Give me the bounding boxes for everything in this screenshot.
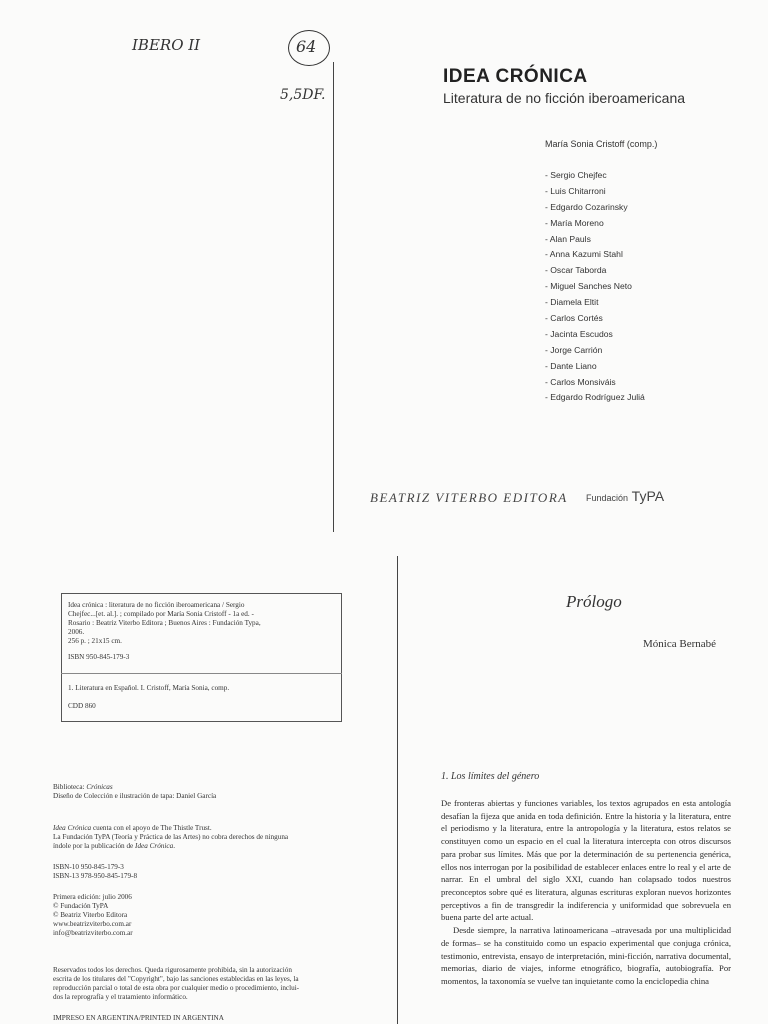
top-gutter-line — [333, 62, 334, 532]
author-item: - Edgardo Cozarinsky — [545, 201, 628, 212]
author-item: - Miguel Sanches Neto — [545, 281, 632, 292]
credits-support: Idea Crónica cuenta con el apoyo de The Thistle Trust. — [53, 824, 212, 832]
prologue-paragraph: Desde siempre, la narrativa latinoamericana –atravesada por una multiplicidad de formas– se ha constituido como un espacio experimental que conjuga crónica, testimonio, entrevista, ensayo de interpretación, mini-ficción, narrativa documental, memorias, diario de viajes, informe etnográfico, biografía, autobiografía. Por momentos, la taxonomía se vuelve tan inquietante como la enciclopedia china — [441, 925, 731, 987]
author-list — [545, 168, 645, 406]
author-item: - Alan Pauls — [545, 233, 591, 244]
credits-printed: IMPRESO EN ARGENTINA/PRINTED IN ARGENTINA — [53, 1014, 224, 1022]
author-item: - Anna Kazumi Stahl — [545, 249, 623, 260]
foundation-logo — [586, 488, 664, 504]
author-item: - Carlos Monsiváis — [545, 376, 616, 387]
author-item: - Luis Chitarroni — [545, 185, 606, 196]
credits-fundacion-2: índole por la publicación de Idea Crónica. — [53, 842, 175, 850]
handwritten-price: 5,5DF. — [280, 87, 326, 103]
credits-copyright-typa: © Fundación TyPA — [53, 902, 109, 910]
circled-number-text: 64 — [296, 37, 317, 56]
compiler-name: María Sonia Cristoff (comp.) — [545, 139, 658, 149]
catalog-divider — [61, 673, 342, 674]
author-item: - María Moreno — [545, 217, 604, 228]
catalog-line: 256 p. ; 21x15 cm. — [68, 637, 122, 645]
author-item: - Jorge Carrión — [545, 344, 603, 355]
prologue-title: Prólogo — [566, 592, 622, 611]
catalog-record-box — [61, 593, 342, 722]
author-item: - Jacinta Escudos — [545, 328, 613, 339]
section-title: 1. Los límites del género — [441, 771, 540, 782]
catalog-line: Chejfec...[et. al.]. ; compilado por María Sonia Cristoff - 1a ed. - — [68, 610, 254, 618]
bottom-gutter-line — [397, 556, 398, 1024]
prologue-author: Mónica Bernabé — [643, 638, 716, 650]
book-subtitle: Literatura de no ficción iberoamericana — [443, 90, 686, 106]
foundation-prefix: Fundación — [586, 493, 629, 503]
author-item: - Diamela Eltit — [545, 297, 599, 308]
credits-website: www.beatrizviterbo.com.ar — [53, 920, 132, 928]
catalog-line: Idea crónica : literatura de no ficción iberoamericana / Sergio — [68, 601, 245, 609]
credits-rights-2: escrita de los titulares del "Copyright", bajo las sanciones establecidas en las leyes, la — [53, 975, 299, 983]
author-item: - Carlos Cortés — [545, 313, 603, 324]
catalog-line: 2006. — [68, 628, 85, 636]
credits-email: info@beatrizviterbo.com.ar — [53, 929, 133, 937]
author-item: - Edgardo Rodríguez Juliá — [545, 392, 645, 403]
author-item: - Oscar Taborda — [545, 265, 607, 276]
credits-isbn13: ISBN-13 978-950-845-179-8 — [53, 872, 138, 880]
author-item: - Sergio Chejfec — [545, 170, 607, 180]
credits-biblioteca: Biblioteca: Crónicas — [53, 783, 113, 791]
catalog-cdd: CDD 860 — [68, 702, 96, 710]
catalog-subject: 1. Literatura en Español. I. Cristoff, María Sonia, comp. — [68, 684, 230, 692]
credits-copyright-viterbo: © Beatriz Viterbo Editora — [53, 911, 128, 919]
book-title: IDEA CRÓNICA — [443, 66, 588, 87]
prologue-body — [441, 797, 731, 988]
credits-isbn10: ISBN-10 950-845-179-3 — [53, 863, 124, 871]
foundation-name: TyPA — [631, 488, 665, 504]
credits-design: Diseño de Colección e ilustración de tapa: Daniel García — [53, 792, 217, 800]
handwritten-ibero-note: IBERO II — [132, 36, 201, 54]
credits-rights-1: Reservados todos los derechos. Queda rigurosamente prohibida, sin la autorización — [53, 966, 292, 974]
author-item: - Dante Liano — [545, 360, 597, 371]
credits-fundacion-1: La Fundación TyPA (Teoría y Práctica de las Artes) no cobra derechos de ninguna — [53, 833, 289, 841]
credits-rights-4: dos la reprografía y el tratamiento informático. — [53, 993, 188, 1001]
prologue-paragraph: De fronteras abiertas y funciones variables, los textos agrupados en esta antología desafían la fijeza que anida en toda definición. Entre la historia y la literatura, entre el periodismo y la literatura, entre la antropología y la literatura, estos relatos se constituyen como un espacio en el cual la literatura intercepta con otros discursos para probar sus límites. Más que por la determinación de su pertenencia genérica, ellos nos interrogan por la posibilidad de establecer enlaces entre lo real y el arte de narrar. En el umbral del siglo XXI, cuando han colapsado todos nuestros preconceptos sobre qué es literatura, algunas escrituras exploran nuevos horizontes perceptivos a fin de transgredir la indiferencia y uniformidad que sobrevuela en buena parte del arte actual. — [441, 798, 731, 923]
catalog-line: Rosario : Beatriz Viterbo Editora ; Buenos Aires : Fundación Typa, — [68, 619, 261, 627]
credits-rights-3: reproducción parcial o total de esta obra por cualquier medio o procedimiento, inclui- — [53, 984, 300, 992]
credits-edition: Primera edición: julio 2006 — [53, 893, 132, 901]
publisher-name: BEATRIZ VITERBO EDITORA — [370, 490, 568, 505]
catalog-isbn: ISBN 950-845-179-3 — [68, 653, 130, 661]
